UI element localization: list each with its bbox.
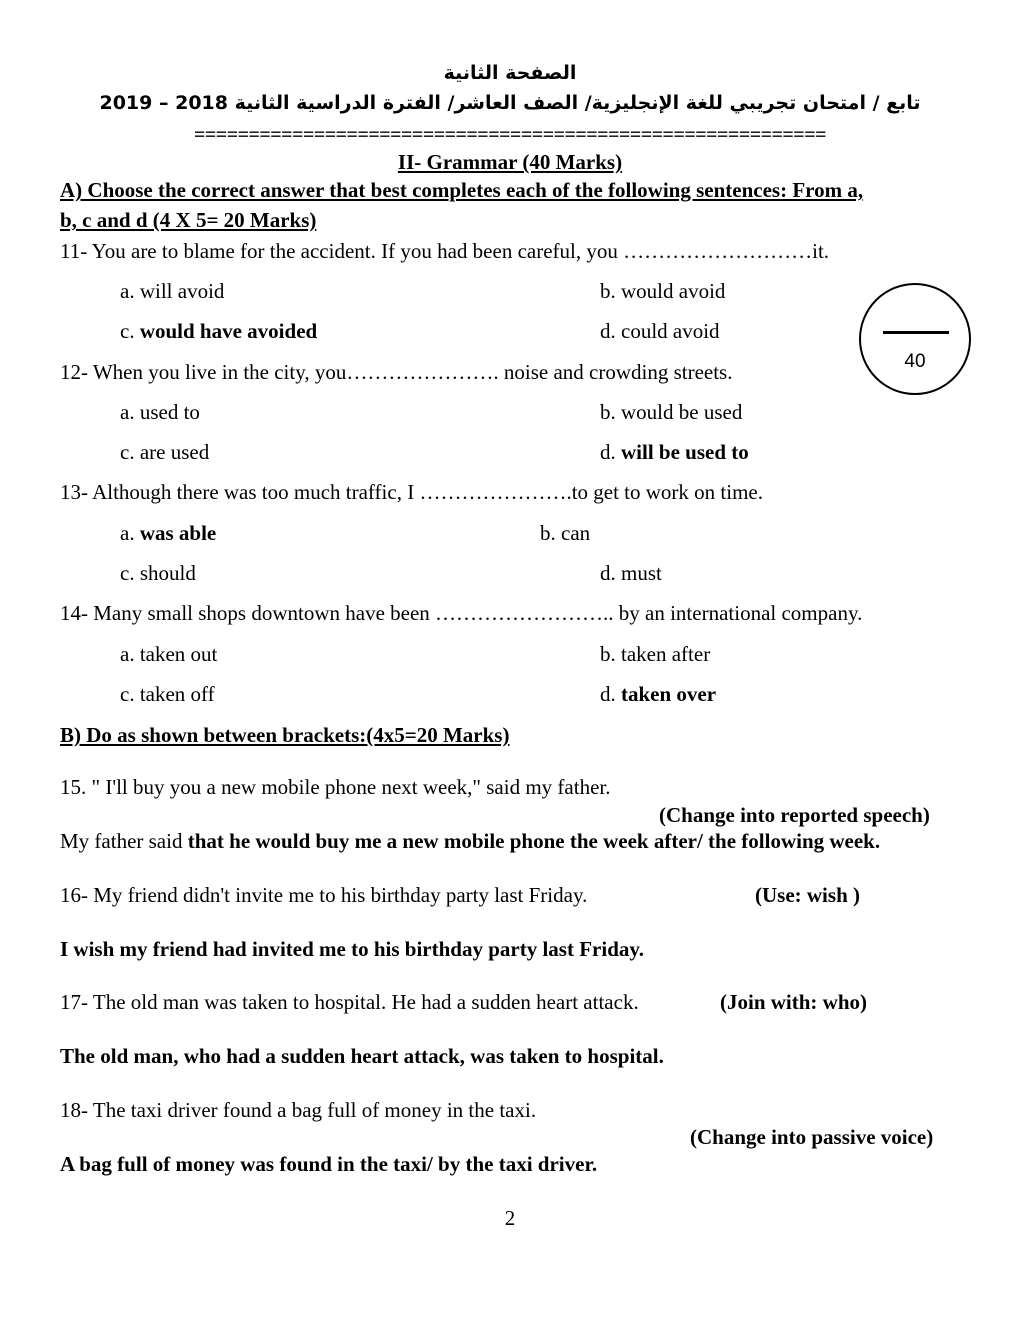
page-label: الصفحة الثانية: [443, 62, 577, 84]
item-18-answer: A bag full of money was found in the taxi/ by the taxi driver.: [60, 1152, 598, 1176]
question-11-option-c: c. would have avoided: [120, 319, 318, 343]
question-12-option-b: b. would be used: [600, 400, 743, 424]
section-title: II- Grammar (40 Marks): [397, 150, 623, 174]
page-number: 2: [504, 1206, 516, 1230]
question-14-option-a: a. taken out: [120, 642, 218, 666]
item-18-sentence: 18- The taxi driver found a bag full of money in the taxi.: [60, 1098, 537, 1122]
item-17-sentence: 17- The old man was taken to hospital. He had a sudden heart attack.: [60, 990, 639, 1014]
item-16-answer: I wish my friend had invited me to his birthday party last Friday.: [60, 937, 644, 961]
question-13-option-b: b. can: [540, 521, 591, 545]
part-a-instruction-line1: A) Choose the correct answer that best completes each of the following sentences: From a,: [60, 178, 864, 202]
item-18-instruction: (Change into passive voice): [690, 1125, 934, 1149]
question-11-option-b: b. would avoid: [600, 279, 726, 303]
score-circle: [859, 283, 971, 395]
item-15-answer: My father said that he would buy me a new mobile phone the week after/ the following week.: [60, 829, 881, 853]
question-11-option-a: a. will avoid: [120, 279, 225, 303]
score-blank-line: [883, 331, 949, 334]
divider: ==========================================================: [194, 124, 826, 146]
question-13-option-c: c. should: [120, 561, 196, 585]
question-12-option-d: d. will be used to: [600, 440, 749, 464]
part-b-instruction: B) Do as shown between brackets:(4x5=20 Marks): [60, 723, 510, 747]
question-12-option-a: a. used to: [120, 400, 200, 424]
question-12-stem: 12- When you live in the city, you…………………. noise and crowding streets.: [60, 360, 733, 384]
question-13-option-a: a. was able: [120, 521, 217, 545]
item-16-instruction: (Use: wish ): [755, 883, 860, 907]
question-12-option-c: c. are used: [120, 440, 210, 464]
score-total: 40: [904, 351, 926, 372]
question-14-option-c: c. taken off: [120, 682, 215, 706]
question-14-option-d: d. taken over: [600, 682, 717, 706]
question-13-option-d: d. must: [600, 561, 662, 585]
item-17-answer: The old man, who had a sudden heart attack, was taken to hospital.: [60, 1044, 664, 1068]
item-16-sentence: 16- My friend didn't invite me to his birthday party last Friday.: [60, 883, 588, 907]
exam-title: تابع / امتحان تجريبي للغة الإنجليزية/ الصف العاشر/ الفترة الدراسية الثانية 2018 – 2019: [99, 92, 921, 114]
question-11-stem: 11- You are to blame for the accident. If you had been careful, you ………………………it.: [60, 239, 830, 263]
item-17-instruction: (Join with: who): [720, 990, 868, 1014]
question-14-option-b: b. taken after: [600, 642, 711, 666]
question-11-option-d: d. could avoid: [600, 319, 720, 343]
question-14-stem: 14- Many small shops downtown have been …………………….. by an international company.: [60, 601, 863, 625]
question-13-stem: 13- Although there was too much traffic, I ………………….to get to work on time.: [60, 480, 763, 504]
item-15-sentence: 15. " I'll buy you a new mobile phone next week," said my father.: [60, 775, 611, 799]
part-a-instruction-line2: b, c and d (4 X 5= 20 Marks): [60, 208, 317, 232]
item-15-instruction: (Change into reported speech): [659, 803, 930, 827]
